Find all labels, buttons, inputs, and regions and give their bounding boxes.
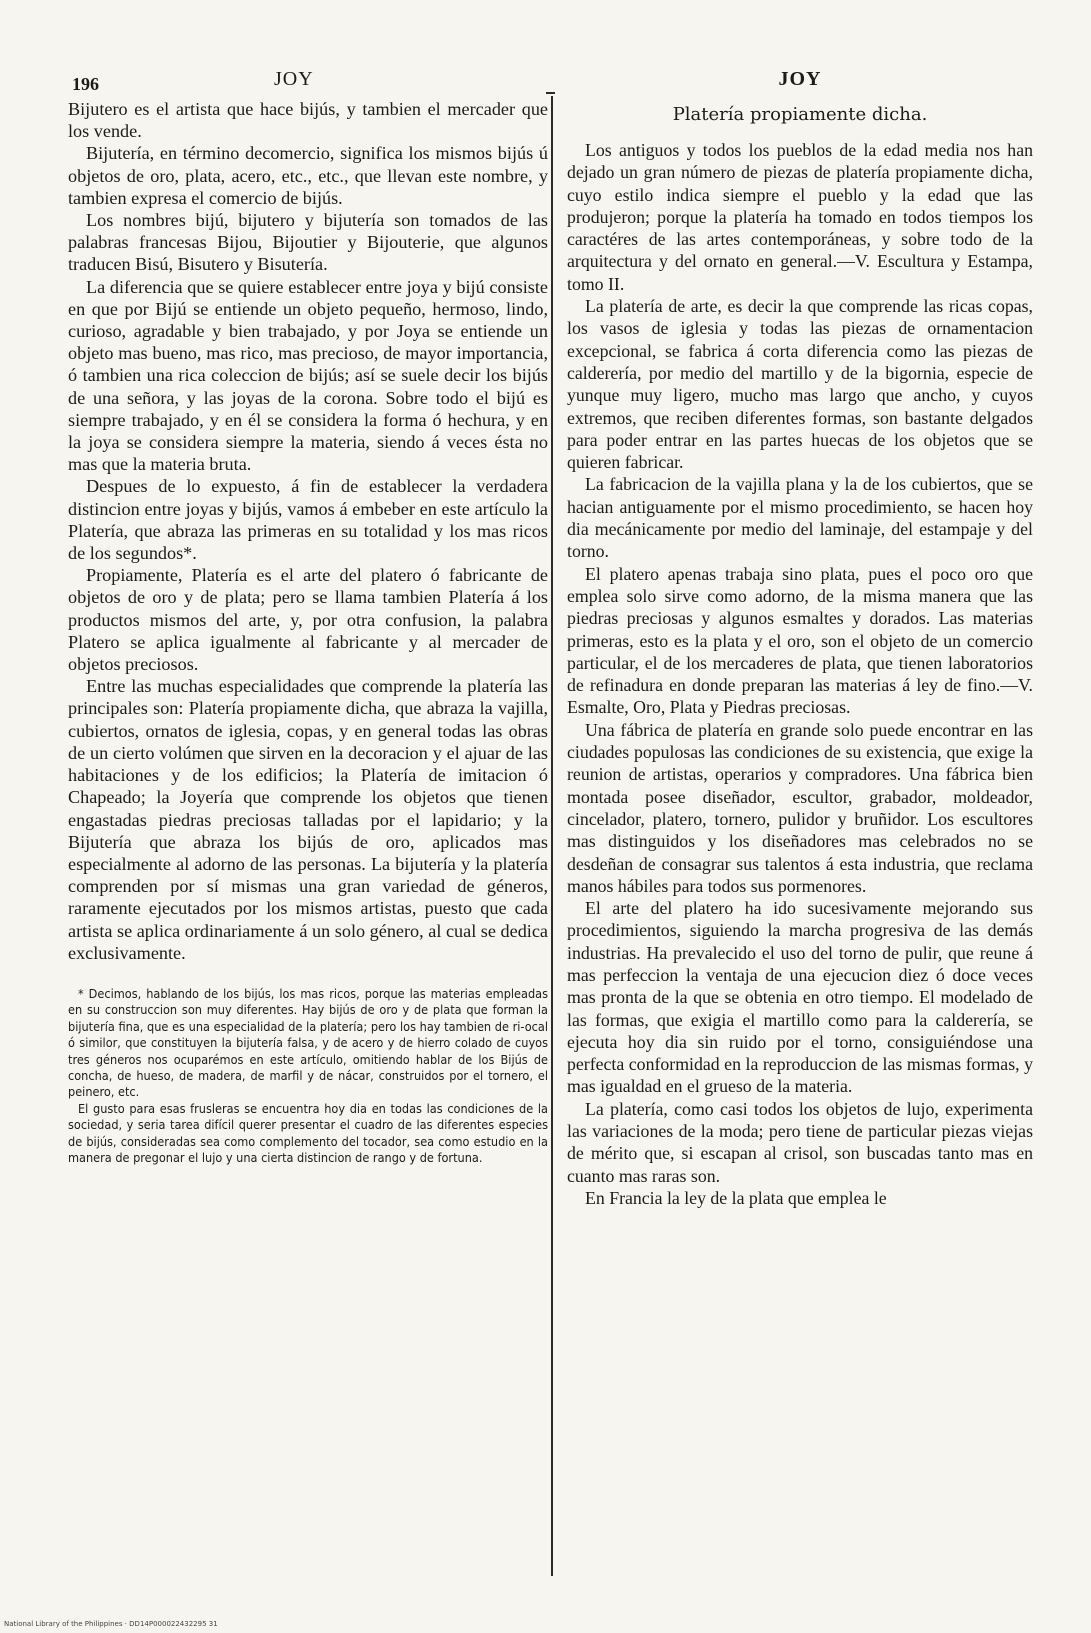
paragraph: La fabricacion de la vajilla plana y la de los cubiertos, que se hacian antiguamente por el mismo procedimiento, se hacen hoy dia mecánicamente por medio del laminaje, del estampaje y del torno. [567,474,1033,562]
footnote: El gusto para esas frusleras se encuentra hoy dia en todas las condiciones de la sociedad, y seria tarea difícil querer presentar el cuadro de las diferentes especies de bijús, consideradas sea como complemento del tocador, sea como estudio en la manera de pregonar el lujo y una cierta distincion de rango y de fortuna. [68,1100,548,1165]
paragraph: Los antiguos y todos los pueblos de la edad media nos han dejado un gran número de piezas de platería propiamente dicha, cuyo estilo indica siempre el pueblo y la edad que las produjeron; porque la platería ha tomado en todos tiempos los caractéres de las artes contemporáneas, y sobre todo de la arquitectura y del ornato en general.—V. Escultura y Estampa, tomo II. [567,140,1033,294]
scan-credit: National Library of the Philippines · DD14P000022432295 31 [4,1620,218,1628]
footnotes [68,986,548,1166]
paragraph: La platería de arte, es decir la que comprende las ricas copas, los vasos de iglesia y todas las piezas de ornamentacion excepcional, se fabrica á corta diferencia como las piezas de calderería, por medio del martillo y de la bigornia, especie de yunque muy ligero, mucho mas largo que ancho, y cuyos extremos, que reciben diferentes formas, son bastante delgados para poder entrar en las partes huecas de los objetos que se quieren fabricar. [567,296,1033,473]
paragraph: Una fábrica de platería en grande solo puede encontrar en las ciudades populosas las condiciones de su existencia, que exige la reunion de artistas, operarios y compradores. Una fábrica bien montada posee diseñador, escultor, grabador, moldeador, cincelador, platero, tornero, pulidor y bruñidor. Los escultores mas distinguidos y los diseñadores mas celebrados no se desdeñan de consagrar sus talentos á esta industria, que reclama manos hábiles para todos sus pormenores. [567,719,1033,896]
running-head-left: JOY [274,68,314,90]
footnote: * Decimos, hablando de los bijús, los mas ricos, porque las materias empleadas en su construccion son muy diferentes. Hay bijús de oro y de plata que forman la bijutería fina, que es una especialidad de la platería; pero los hay tambien de ri-ocal ó similor, que constituyen la bijutería falsa, y de acero y de hierro colado de cuyos tres géneros nos ocuparémos en este artículo, omitiendo hablar de los Bijús de concha, de hueso, de madera, de marfil y de nácar, construidos por el tornero, el peinero, etc. [68,985,548,1100]
column-divider [551,96,553,1576]
left-header [68,68,548,96]
paragraph: La diferencia que se quiere establecer entre joya y bijú consiste en que por Bijú se entiende un objeto pequeño, hermoso, lindo, curioso, agradable y bien trabajado, y por Joya se entiende un objeto mas bueno, mas rico, mas precioso, de mayor importancia, ó tambien una rica coleccion de bijús; así se suele decir los bijús de una señora, y las joyas de la corona. Sobre todo el bijú es siempre trabajado, y en él se considera la forma ó hechura, y en la joya se considera siempre la materia, siendo á veces ésta no mas que la materia bruta. [68,276,548,475]
right-column [567,68,1033,1209]
paragraph: El arte del platero ha ido sucesivamente mejorando sus procedimientos, siguiendo la marcha progresiva de las demás industrias. Ha prevalecido el uso del torno de pulir, que reune á mas perfeccion la ventaja de una ejecucion diez ó doce veces mas pronta de la que se obtenia en otro tiempo. El modelado de las formas, que exigia el martillo como para la calderería, se ejecuta hoy dia sin ruido por el torno, consiguiéndose una perfecta conformidad en la reproduccion de las mismas formas, y mas igualdad en el grueso de la materia. [567,898,1033,1097]
paragraph: En Francia la ley de la plata que emplea le [585,1187,887,1208]
paragraph: El platero apenas trabaja sino plata, pues el poco oro que emplea solo sirve como adorno, de la misma manera que las piedras preciosas y algunos esmaltes y dorados. Las materias primeras, esto es la plata y el oro, son el objeto de un comercio particular, el de los mercaderes de plata, que tienen laboratorios de refinadura en donde preparan las materias á ley de fino.—V. Esmalte, Oro, Plata y Piedras preciosas. [567,563,1033,718]
running-head-right: JOY [778,68,822,90]
paragraph: Entre las muchas especialidades que comprende la platería las principales son: Platería propiamente dicha, que abraza la vajilla, cubiertos, ornatos de iglesia, copas, y en general todas las obras de un cierto volúmen que sirven en la decoracion y el ajuar de las habitaciones y de los edificios; la Platería de imitacion ó Chapeado; la Joyería que comprende los objetos que tienen engastadas piedras preciosas talladas por el lapidario; y la Bijutería que abraza los bijús de oro, aplicados mas especialmente al adorno de las personas. La bijutería y la platería comprenden por sí mismas una gran variedad de géneros, raramente ejecutados por los mismos artistas, puesto que cada artista se aplica ordinariamente á un solo género, al cual se dedica exclusivamente. [68,676,548,963]
paragraph: Despues de lo expuesto, á fin de establecer la verdadera distincion entre joyas y bijús, vamos á embeber en este artículo la Platería, que abraza las primeras en su totalidad y los mas ricos de los segundos*. [68,476,548,564]
paragraph: Propiamente, Platería es el arte del platero ó fabricante de objetos de oro y de plata; pero se llama tambien Platería á los productos mismos del arte, y, por otra confusion, la palabra Platero se aplica igualmente al fabricante y al mercader de objetos preciosos. [68,565,548,675]
paragraph: La platería, como casi todos los objetos de lujo, experimenta las variaciones de la moda; pero tiene de particular piezas viejas de mérito que, si escapan al crisol, son buscadas tanto mas en cuanto mas raras son. [567,1098,1033,1186]
page-number: 196 [72,74,99,94]
left-column [68,68,548,1166]
section-title: Platería propiamente dicha. [672,104,928,125]
paragraph: Bijutería, en término decomercio, significa los mismos bijús ú objetos de oro, plata, acero, etc., etc., que llevan este nombre, y tambien expresa el comercio de bijús. [68,143,548,208]
paragraph: Los nombres bijú, bijutero y bijutería son tomados de las palabras francesas Bijou, Bijoutier y Bijouterie, que algunos traducen Bisú, Bisutero y Bisutería. [68,210,548,275]
paragraph: Bijutero es el artista que hace bijús, y tambien el mercader que los vende. [68,99,548,142]
